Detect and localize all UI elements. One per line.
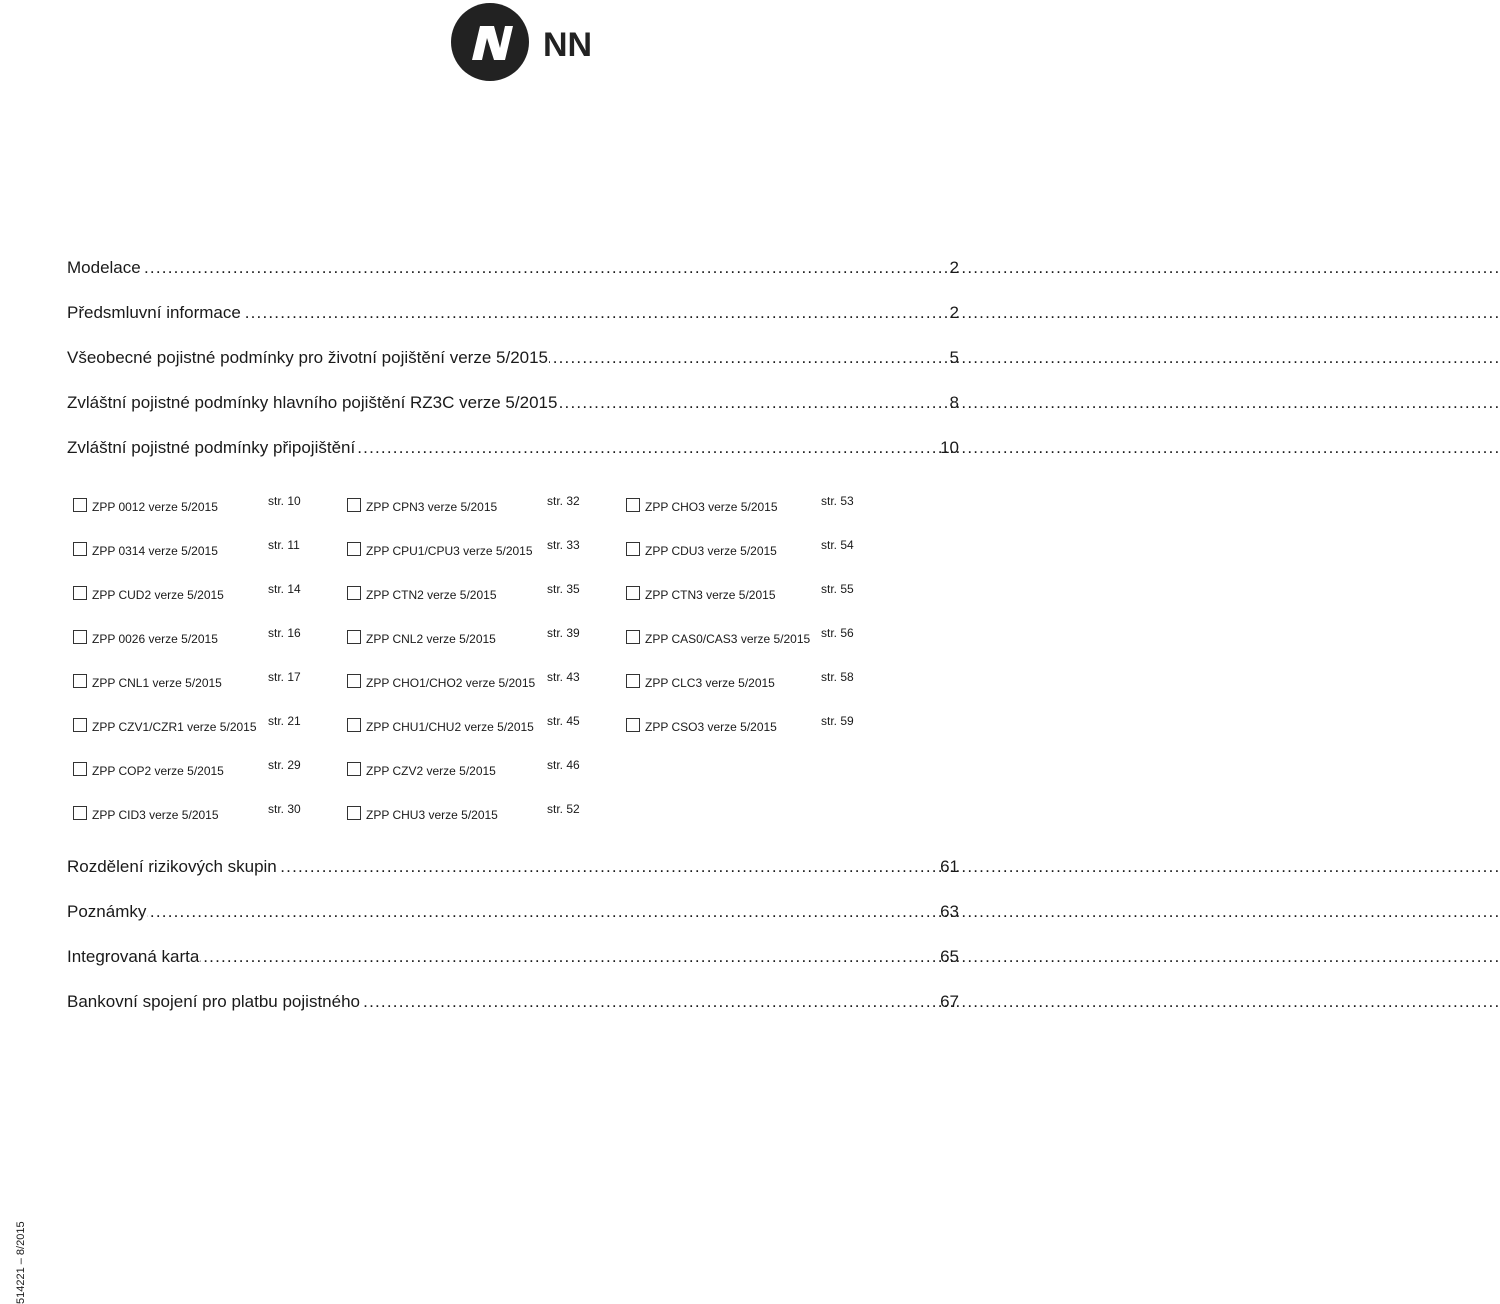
rider-item[interactable] bbox=[626, 538, 876, 561]
rider-label: ZPP CHU3 verze 5/2015 bbox=[366, 808, 498, 822]
toc-entry-page: 65 bbox=[940, 947, 959, 966]
rider-checkbox[interactable] bbox=[347, 586, 361, 600]
nn-logo bbox=[450, 2, 610, 82]
rider-page: str. 33 bbox=[547, 538, 580, 552]
toc-entry-page: 2 bbox=[949, 258, 959, 277]
rider-page: str. 53 bbox=[821, 494, 854, 508]
toc-entry[interactable] bbox=[67, 301, 959, 325]
rider-label: ZPP CAS0/CAS3 verze 5/2015 bbox=[645, 632, 811, 646]
rider-page: str. 59 bbox=[821, 714, 854, 728]
rider-item[interactable] bbox=[73, 626, 333, 649]
toc-entry[interactable] bbox=[67, 391, 959, 415]
rider-page: str. 21 bbox=[268, 714, 301, 728]
rider-checkbox[interactable] bbox=[347, 674, 361, 688]
rider-item[interactable] bbox=[347, 802, 607, 825]
rider-page: str. 35 bbox=[547, 582, 580, 596]
toc-entry-title: Bankovní spojení pro platbu pojistného bbox=[67, 990, 361, 1014]
rider-page: str. 16 bbox=[268, 626, 301, 640]
rider-item[interactable] bbox=[347, 670, 607, 693]
rider-checkbox[interactable] bbox=[626, 630, 640, 644]
toc-entry-title: Předsmluvní informace bbox=[67, 301, 242, 325]
rider-label: ZPP CLC3 verze 5/2015 bbox=[645, 676, 775, 690]
rider-label: ZPP CDU3 verze 5/2015 bbox=[645, 544, 777, 558]
rider-item[interactable] bbox=[73, 538, 333, 561]
rider-checkbox[interactable] bbox=[347, 498, 361, 512]
rider-item[interactable] bbox=[347, 582, 607, 605]
rider-checkbox[interactable] bbox=[347, 806, 361, 820]
brand-name: NN bbox=[543, 26, 593, 64]
toc-leader bbox=[67, 900, 923, 924]
rider-label: ZPP CID3 verze 5/2015 bbox=[92, 808, 219, 822]
toc-leader bbox=[67, 256, 923, 280]
rider-label: ZPP CHO1/CHO2 verze 5/2015 bbox=[366, 676, 536, 690]
rider-page: str. 58 bbox=[821, 670, 854, 684]
toc-entry-page: 2 bbox=[949, 303, 959, 322]
toc-entry-title: Všeobecné pojistné podmínky pro životní pojištění verze 5/2015 bbox=[67, 346, 549, 370]
rider-item[interactable] bbox=[347, 626, 607, 649]
toc-entry-page: 67 bbox=[940, 992, 959, 1011]
rider-page: str. 52 bbox=[547, 802, 580, 816]
rider-item[interactable] bbox=[347, 538, 607, 561]
rider-label: ZPP 0012 verze 5/2015 bbox=[92, 500, 218, 514]
rider-label: ZPP CZV2 verze 5/2015 bbox=[366, 764, 496, 778]
rider-label: ZPP CTN3 verze 5/2015 bbox=[645, 588, 776, 602]
rider-label: ZPP CPU1/CPU3 verze 5/2015 bbox=[366, 544, 533, 558]
toc-entry-page: 10 bbox=[940, 438, 959, 457]
rider-page: str. 45 bbox=[547, 714, 580, 728]
rider-item[interactable] bbox=[73, 670, 333, 693]
nn-logo-mark bbox=[450, 2, 610, 82]
rider-page: str. 32 bbox=[547, 494, 580, 508]
toc-entry-title: Rozdělení rizikových skupin bbox=[67, 855, 278, 879]
rider-item[interactable] bbox=[626, 494, 876, 517]
rider-page: str. 56 bbox=[821, 626, 854, 640]
rider-page: str. 11 bbox=[268, 538, 300, 552]
rider-checkbox[interactable] bbox=[347, 542, 361, 556]
toc-entry[interactable] bbox=[67, 436, 959, 460]
toc-entry[interactable] bbox=[67, 256, 959, 280]
rider-label: ZPP 0314 verze 5/2015 bbox=[92, 544, 218, 558]
rider-item[interactable] bbox=[73, 494, 333, 517]
rider-page: str. 43 bbox=[547, 670, 580, 684]
rider-label: ZPP 0026 verze 5/2015 bbox=[92, 632, 218, 646]
rider-page: str. 46 bbox=[547, 758, 580, 772]
toc-entry-title: Modelace bbox=[67, 256, 142, 280]
toc-entry-page: 5 bbox=[949, 348, 959, 367]
toc-entry-title: Poznámky bbox=[67, 900, 147, 924]
rider-label: ZPP COP2 verze 5/2015 bbox=[92, 764, 224, 778]
rider-label: ZPP CZV1/CZR1 verze 5/2015 bbox=[92, 720, 257, 734]
rider-label: ZPP CSO3 verze 5/2015 bbox=[645, 720, 777, 734]
rider-checkbox[interactable] bbox=[73, 806, 87, 820]
rider-checkbox[interactable] bbox=[347, 718, 361, 732]
toc-entry-page: 8 bbox=[949, 393, 959, 412]
toc-entry-title: Zvláštní pojistné podmínky připojištění bbox=[67, 436, 356, 460]
rider-checkbox[interactable] bbox=[73, 762, 87, 776]
toc-entry-title: Zvláštní pojistné podmínky hlavního pojištění RZ3C verze 5/2015 bbox=[67, 391, 558, 415]
rider-label: ZPP CNL1 verze 5/2015 bbox=[92, 676, 222, 690]
rider-label: ZPP CTN2 verze 5/2015 bbox=[366, 588, 497, 602]
rider-checkbox[interactable] bbox=[626, 498, 640, 512]
rider-checkbox[interactable] bbox=[73, 718, 87, 732]
rider-checkbox[interactable] bbox=[626, 586, 640, 600]
toc-entry-page: 61 bbox=[940, 857, 959, 876]
rider-label: ZPP CHO3 verze 5/2015 bbox=[645, 500, 778, 514]
rider-checkbox[interactable] bbox=[347, 762, 361, 776]
rider-label: ZPP CNL2 verze 5/2015 bbox=[366, 632, 496, 646]
rider-checkbox[interactable] bbox=[73, 498, 87, 512]
rider-page: str. 30 bbox=[268, 802, 301, 816]
rider-checkbox[interactable] bbox=[626, 718, 640, 732]
toc-entry[interactable] bbox=[67, 945, 959, 969]
rider-checkbox[interactable] bbox=[73, 630, 87, 644]
rider-item[interactable] bbox=[347, 714, 607, 737]
rider-page: str. 39 bbox=[547, 626, 580, 640]
rider-page: str. 10 bbox=[268, 494, 301, 508]
toc-entry-page: 63 bbox=[940, 902, 959, 921]
rider-checkbox[interactable] bbox=[347, 630, 361, 644]
rider-item[interactable] bbox=[347, 494, 607, 517]
rider-checkbox[interactable] bbox=[626, 674, 640, 688]
toc-entry[interactable] bbox=[67, 900, 959, 924]
toc-entry-title: Integrovaná karta bbox=[67, 945, 200, 969]
rider-label: ZPP CHU1/CHU2 verze 5/2015 bbox=[366, 720, 534, 734]
toc-entry[interactable] bbox=[67, 990, 959, 1014]
toc-entry[interactable] bbox=[67, 855, 959, 879]
rider-checkbox[interactable] bbox=[73, 586, 87, 600]
rider-item[interactable] bbox=[73, 758, 333, 781]
rider-item[interactable] bbox=[73, 714, 333, 737]
rider-checkbox[interactable] bbox=[73, 674, 87, 688]
footer-code-wrap bbox=[0, 1220, 27, 1304]
rider-page: str. 14 bbox=[268, 582, 301, 596]
toc-entry[interactable] bbox=[67, 346, 959, 370]
rider-item[interactable] bbox=[73, 582, 333, 605]
rider-label: ZPP CUD2 verze 5/2015 bbox=[92, 588, 224, 602]
rider-item[interactable] bbox=[626, 582, 876, 605]
rider-page: str. 54 bbox=[821, 538, 854, 552]
rider-item[interactable] bbox=[626, 670, 876, 693]
rider-item[interactable] bbox=[347, 758, 607, 781]
rider-item[interactable] bbox=[626, 714, 876, 737]
rider-page: str. 17 bbox=[268, 670, 301, 684]
rider-checkbox[interactable] bbox=[626, 542, 640, 556]
rider-label: ZPP CPN3 verze 5/2015 bbox=[366, 500, 498, 514]
rider-page: str. 55 bbox=[821, 582, 854, 596]
rider-checkbox[interactable] bbox=[73, 542, 87, 556]
document-code: 514221 – 8/2015 bbox=[15, 1221, 27, 1304]
rider-item[interactable] bbox=[626, 626, 876, 649]
rider-item[interactable] bbox=[73, 802, 333, 825]
rider-page: str. 29 bbox=[268, 758, 301, 772]
